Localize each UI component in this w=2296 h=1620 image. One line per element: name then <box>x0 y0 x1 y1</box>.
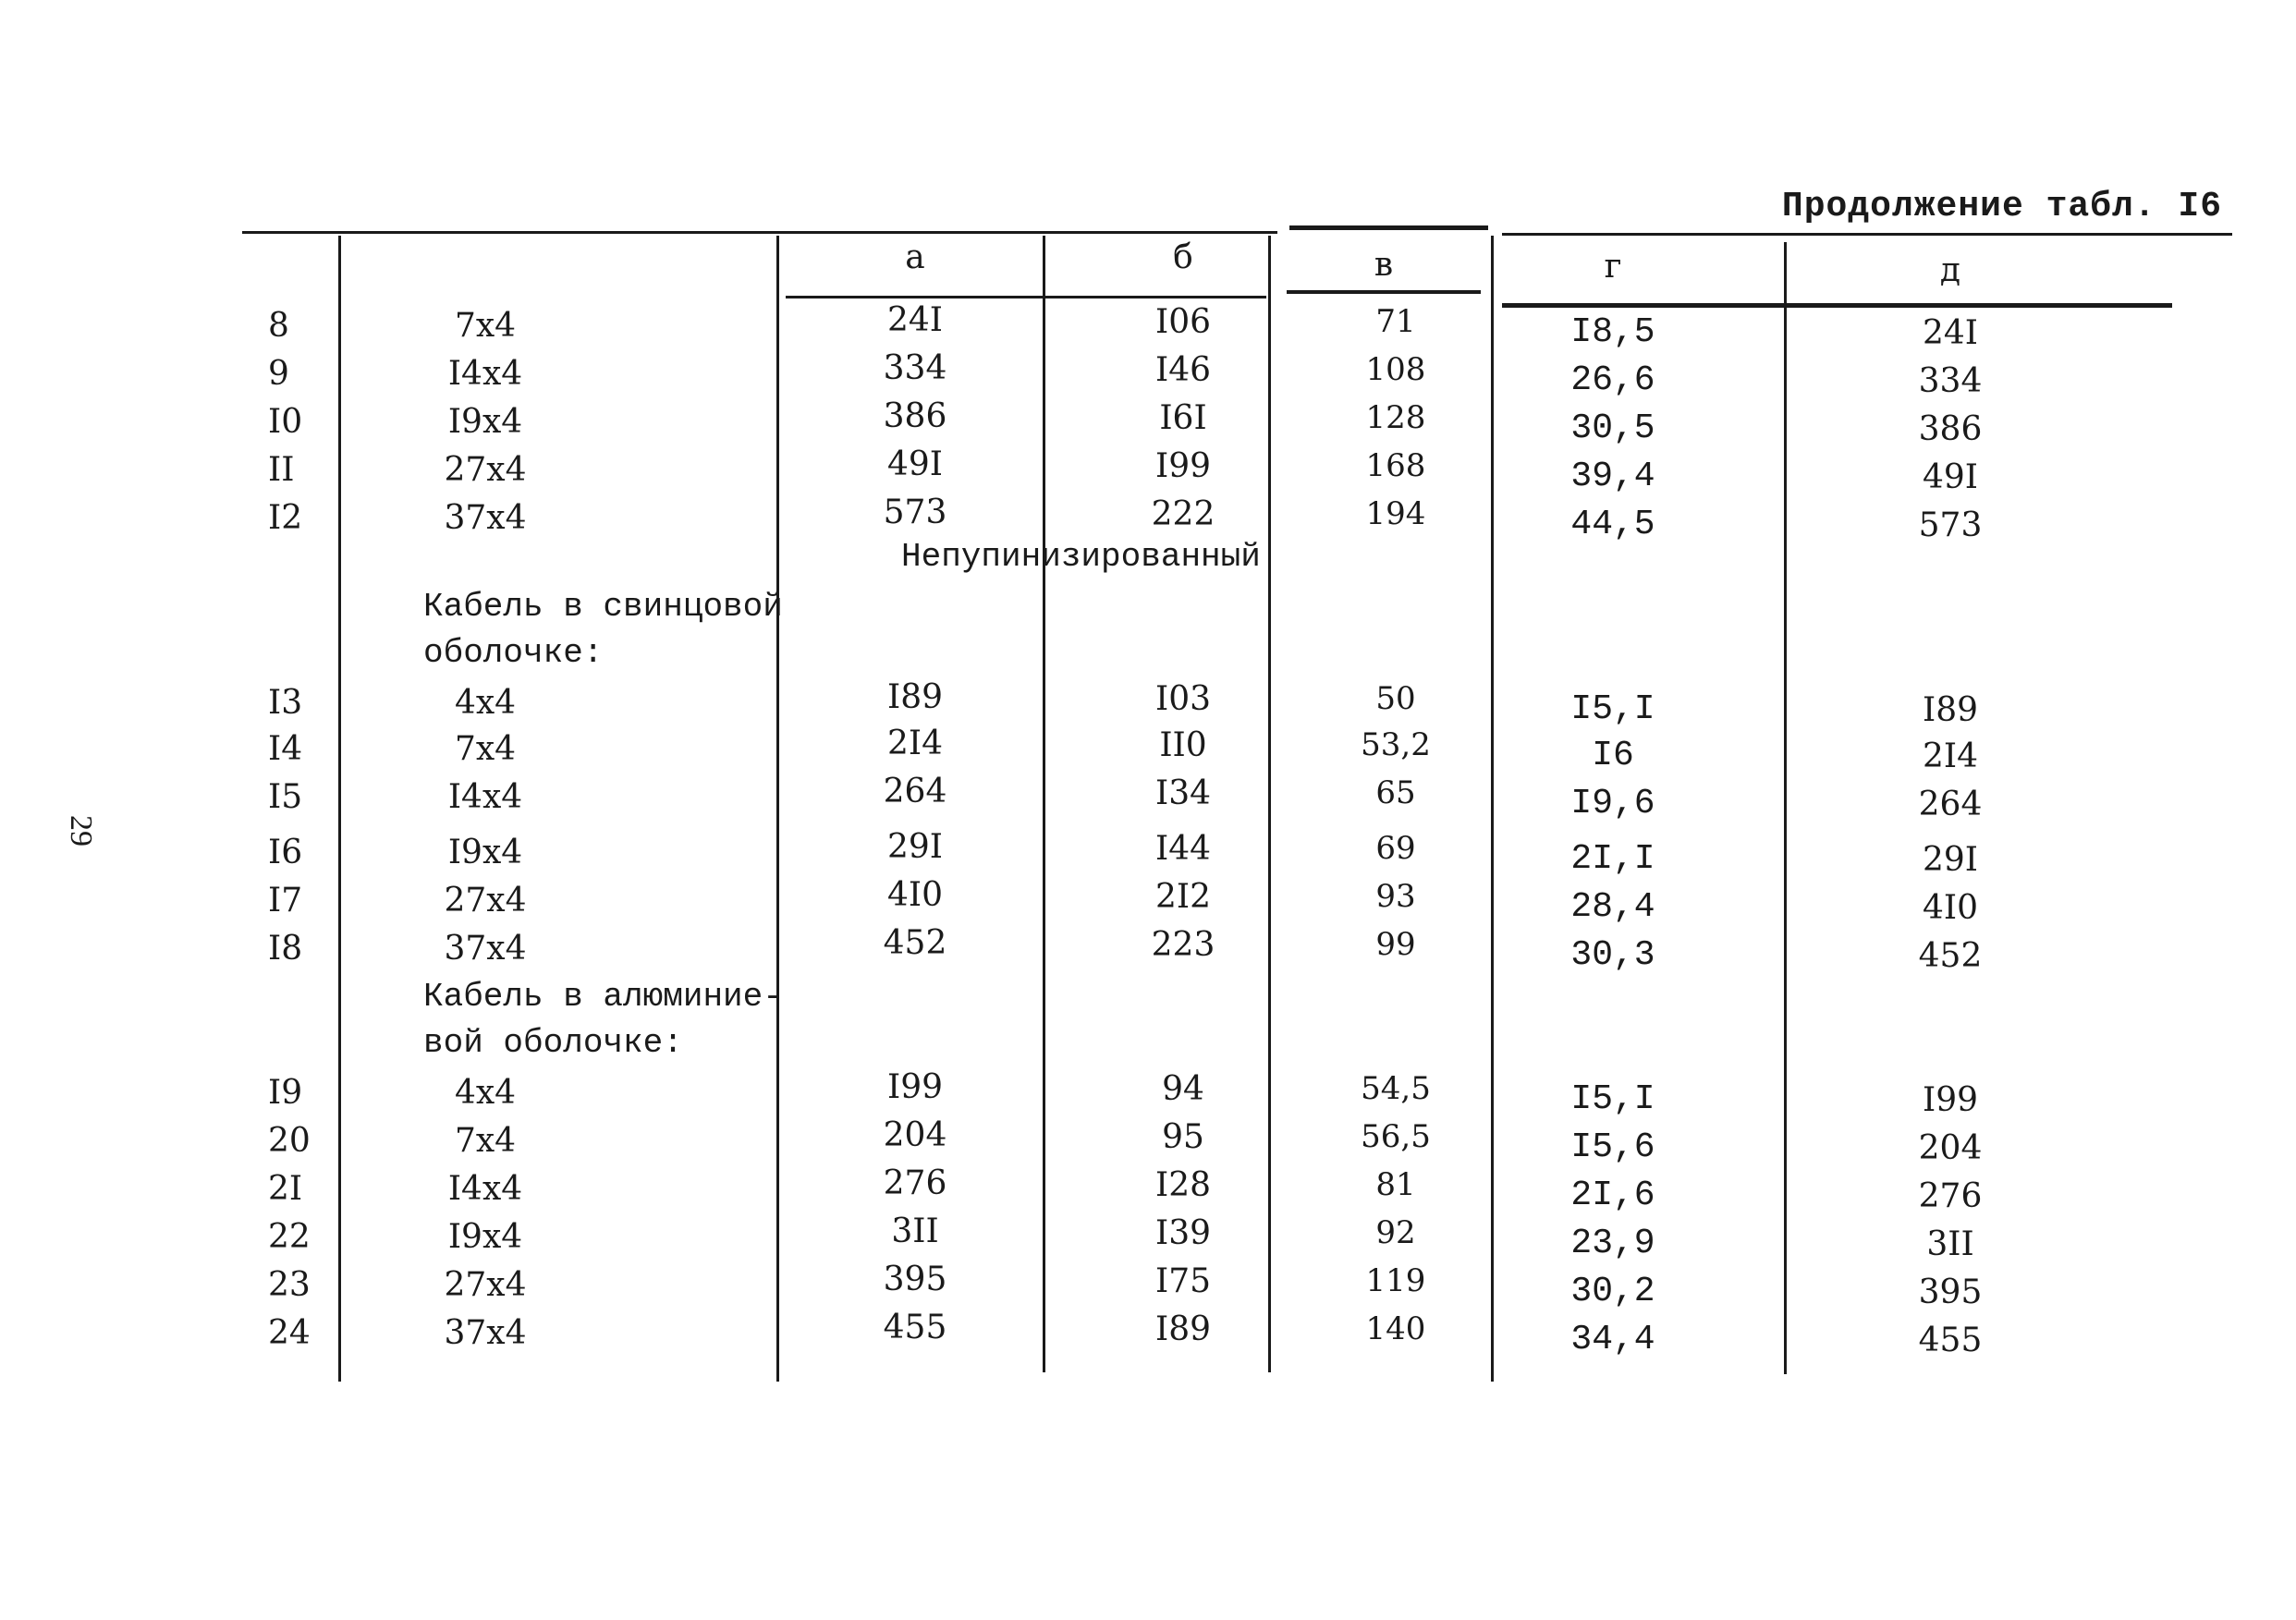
cell-num: 23 <box>268 1266 311 1304</box>
cell-a: 4I0 <box>886 876 944 914</box>
cell-v: 119 <box>1365 1262 1426 1299</box>
cell-v: 56,5 <box>1361 1118 1431 1155</box>
cell-size: 7x4 <box>454 1122 517 1160</box>
cell-g: 34,4 <box>1570 1320 1655 1359</box>
cell-a: 24I <box>886 301 944 339</box>
cell-d: 276 <box>1918 1177 1983 1215</box>
cell-num: 2I <box>268 1170 303 1208</box>
cell-num: II <box>268 451 295 489</box>
cell-b: I99 <box>1154 447 1212 485</box>
section-aluminium-line1: Кабель в алюминие- <box>423 978 783 1016</box>
cell-d: 3II <box>1926 1225 1974 1263</box>
cell-b: 94 <box>1162 1070 1204 1108</box>
cell-d: 4I0 <box>1922 889 1979 927</box>
cell-num: 8 <box>268 307 289 345</box>
cell-a: 334 <box>883 349 947 387</box>
cell-b: I34 <box>1154 774 1212 812</box>
cell-b: I39 <box>1154 1214 1212 1252</box>
cell-d: 264 <box>1918 786 1983 823</box>
cell-num: 24 <box>268 1314 311 1352</box>
cell-size: I4x4 <box>447 1170 523 1208</box>
section-lead-line2: оболочке: <box>423 634 604 672</box>
header-a: а <box>905 238 925 276</box>
cell-b: I46 <box>1154 351 1212 389</box>
cell-v: 93 <box>1375 878 1416 915</box>
cell-b: 2I2 <box>1154 878 1212 916</box>
cell-v: 140 <box>1365 1310 1426 1347</box>
cell-size: 7x4 <box>454 730 517 768</box>
cell-a: 386 <box>883 397 947 435</box>
cell-size: 27x4 <box>444 451 527 489</box>
cell-size: 37x4 <box>444 1314 527 1352</box>
cell-g: 44,5 <box>1570 505 1655 544</box>
header-v: в <box>1374 246 1394 284</box>
cell-size: 4x4 <box>454 1074 517 1112</box>
cell-g: 23,9 <box>1570 1224 1655 1263</box>
cell-a: 29I <box>886 828 944 866</box>
header-d: д <box>1939 251 1961 289</box>
cell-g: I5,6 <box>1570 1127 1655 1167</box>
cell-g: I9,6 <box>1570 784 1655 823</box>
cell-d: 29I <box>1922 841 1979 879</box>
cell-g: 30,2 <box>1570 1272 1655 1311</box>
table-top-rule-v <box>1289 225 1488 230</box>
cell-b: I06 <box>1154 303 1212 341</box>
cell-v: 69 <box>1375 830 1416 867</box>
cell-v: 92 <box>1375 1214 1416 1251</box>
cell-v: 81 <box>1375 1166 1416 1203</box>
cell-num: I4 <box>268 730 303 768</box>
section-lead-line1: Кабель в свинцовой <box>423 588 783 626</box>
cell-b: I89 <box>1154 1310 1212 1348</box>
cell-a: I99 <box>886 1068 944 1106</box>
cell-a: 395 <box>883 1261 947 1298</box>
cell-v: 53,2 <box>1361 726 1431 763</box>
cell-a: 2I4 <box>886 725 944 762</box>
cell-b: 222 <box>1151 495 1215 533</box>
cell-b: I44 <box>1154 830 1212 868</box>
cell-d: I99 <box>1922 1081 1979 1119</box>
header-underline-v <box>1287 290 1481 294</box>
cell-num: I9 <box>268 1074 303 1112</box>
cell-d: 455 <box>1918 1322 1983 1359</box>
cell-num: 9 <box>268 355 289 393</box>
header-underline-ab <box>786 296 1266 298</box>
page-number: 29 <box>64 815 98 847</box>
cell-d: 573 <box>1918 506 1983 544</box>
cell-num: 20 <box>268 1122 311 1160</box>
section-aluminium-line2: вой оболочке: <box>423 1024 683 1062</box>
cell-size: 27x4 <box>444 882 527 920</box>
cell-num: I8 <box>268 930 303 968</box>
cell-a: I89 <box>886 678 944 716</box>
cell-v: 108 <box>1365 351 1426 388</box>
cell-v: 194 <box>1365 495 1426 532</box>
cell-b: II0 <box>1159 726 1207 764</box>
cell-v: 50 <box>1375 680 1416 717</box>
cell-v: 54,5 <box>1361 1070 1431 1107</box>
column-rule-6 <box>1784 242 1787 1374</box>
table-top-rule <box>242 231 1277 234</box>
cell-size: 27x4 <box>444 1266 527 1304</box>
cell-d: I89 <box>1922 691 1979 729</box>
header-g: г <box>1604 248 1622 286</box>
cell-num: I3 <box>268 684 303 722</box>
cell-a: 455 <box>883 1309 947 1346</box>
cell-b: 95 <box>1162 1118 1204 1156</box>
cell-d: 49I <box>1922 458 1979 496</box>
cell-a: 49I <box>886 445 944 483</box>
cell-g: I5,I <box>1570 1079 1655 1119</box>
cell-g: 2I,6 <box>1570 1175 1655 1215</box>
cell-num: I7 <box>268 882 303 920</box>
cell-v: 128 <box>1365 399 1426 436</box>
cell-v: 168 <box>1365 447 1426 484</box>
cell-g: 30,3 <box>1570 935 1655 975</box>
cell-g: 30,5 <box>1570 408 1655 448</box>
cell-b: I28 <box>1154 1166 1212 1204</box>
cell-num: 22 <box>268 1218 311 1256</box>
column-rule-2 <box>776 236 779 1382</box>
cell-d: 2I4 <box>1922 737 1979 775</box>
cell-num: I5 <box>268 778 303 816</box>
cell-a: 276 <box>883 1164 947 1202</box>
cell-v: 65 <box>1375 774 1416 811</box>
cell-size: 37x4 <box>444 499 527 537</box>
cell-d: 204 <box>1918 1129 1983 1167</box>
cell-g: 2I,I <box>1570 839 1655 879</box>
cell-v: 71 <box>1375 303 1416 340</box>
table-caption: Продолжение табл. I6 <box>1781 187 2222 226</box>
cell-b: 223 <box>1151 926 1215 964</box>
cell-g: I8,5 <box>1570 312 1655 352</box>
cell-a: 204 <box>883 1116 947 1154</box>
group-label: Непупинизированный <box>901 538 1261 576</box>
cell-a: 452 <box>883 924 947 962</box>
cell-size: I9x4 <box>447 834 523 871</box>
cell-g: 26,6 <box>1570 360 1655 400</box>
cell-g: 28,4 <box>1570 887 1655 927</box>
cell-b: I75 <box>1154 1262 1212 1300</box>
cell-size: I9x4 <box>447 1218 523 1256</box>
cell-a: 264 <box>883 773 947 810</box>
cell-d: 24I <box>1922 314 1979 352</box>
cell-g: 39,4 <box>1570 457 1655 496</box>
cell-b: I03 <box>1154 680 1212 718</box>
cell-num: I2 <box>268 499 303 537</box>
cell-g: I5,I <box>1570 689 1655 729</box>
cell-g: I6 <box>1592 736 1634 775</box>
cell-size: 37x4 <box>444 930 527 968</box>
header-underline-gd <box>1502 303 2172 308</box>
cell-a: 3II <box>891 1212 939 1250</box>
cell-size: I9x4 <box>447 403 523 441</box>
cell-size: 7x4 <box>454 307 517 345</box>
table-top-rule-right <box>1502 233 2232 236</box>
cell-b: I6I <box>1159 399 1207 437</box>
cell-a: 573 <box>883 493 947 531</box>
cell-num: I0 <box>268 403 303 441</box>
cell-size: 4x4 <box>454 684 517 722</box>
cell-size: I4x4 <box>447 355 523 393</box>
cell-d: 395 <box>1918 1273 1983 1311</box>
cell-d: 334 <box>1918 362 1983 400</box>
cell-d: 452 <box>1918 937 1983 975</box>
cell-v: 99 <box>1375 926 1416 963</box>
cell-d: 386 <box>1918 410 1983 448</box>
cell-num: I6 <box>268 834 303 871</box>
cell-size: I4x4 <box>447 778 523 816</box>
header-b: б <box>1173 238 1193 276</box>
